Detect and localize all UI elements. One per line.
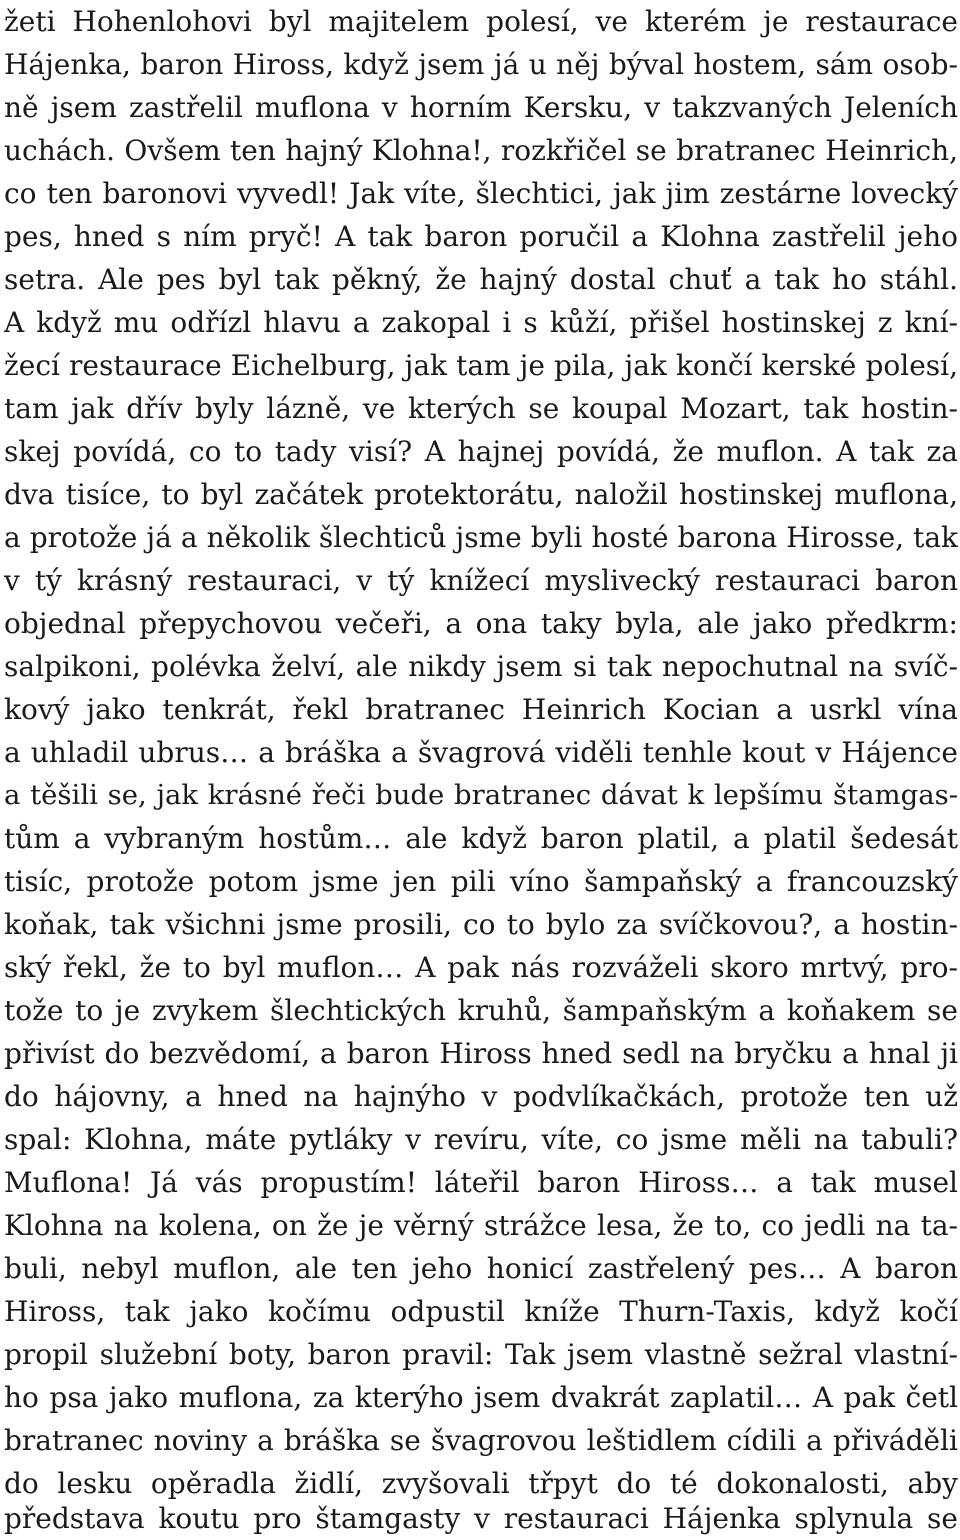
text-line: A když mu odřízl hlavu a zakopal i s kůží, přišel hostinskej z kní-	[4, 306, 958, 339]
text-line: ský řekl, že to byl muflon… A pak nás rozváželi skoro mrtvý, pro-	[4, 951, 958, 984]
text-line: do hájovny, a hned na hajnýho v podvlíkačkách, protože ten už	[4, 1080, 958, 1113]
text-line: co ten baronovi vyvedl! Jak víte, šlechtici, jak jim zestárne lovecký	[4, 177, 958, 210]
text-line: žeti Hohenlohovi byl majitelem polesí, ve kterém je restaurace	[4, 5, 958, 38]
text-line: ho psa jako muflona, za kterýho jsem dvakrát zaplatil… A pak četl	[4, 1381, 958, 1414]
text-line: žecí restaurace Eichelburg, jak tam je pila, jak končí kerské polesí,	[4, 349, 958, 382]
text-line: představa koutu pro štamgasty v restauraci Hájenka splynula se	[4, 1502, 958, 1535]
text-line: a protože já a několik šlechticů jsme byli hosté barona Hirosse, tak	[4, 521, 958, 554]
text-line: tisíc, protože potom jsme jen pili víno šampaňský a francouzský	[4, 865, 958, 898]
text-line: skej povídá, co to tady visí? A hajnej povídá, že muflon. A tak za	[4, 435, 958, 468]
text-line: tam jak dřív byly lázně, ve kterých se koupal Mozart, tak hostin-	[4, 392, 958, 425]
text-line: v tý krásný restauraci, v tý knížecí myslivecký restauraci baron	[4, 564, 958, 597]
text-line: přivíst do bezvědomí, a baron Hiross hned sedl na bryčku a hnal ji	[4, 1037, 958, 1070]
text-line: a těšili se, jak krásné řeči bude bratranec dávat k lepšímu štamgas-	[4, 779, 958, 811]
text-line: uchách. Ovšem ten hajný Klohna!, rozkřičel se bratranec Heinrich,	[4, 134, 958, 167]
text-line: objednal přepychovou večeři, a ona taky byla, ale jako předkrm:	[4, 607, 958, 640]
text-line: dva tisíce, to byl začátek protektorátu, naložil hostinskej muflona,	[4, 478, 958, 511]
text-line: bratranec noviny a bráška se švagrovou leštidlem cídili a přiváděli	[4, 1424, 958, 1457]
text-line: spal: Klohna, máte pytláky v revíru, víte, co jsme měli na tabuli?	[4, 1123, 958, 1156]
text-line: do lesku opěradla židlí, zvyšovali třpyt do té dokonalosti, aby	[4, 1467, 958, 1500]
text-line: Muflona! Já vás propustím! láteřil baron Hiross… a tak musel	[4, 1166, 958, 1199]
text-line: setra. Ale pes byl tak pěkný, že hajný dostal chuť a tak ho stáhl.	[4, 263, 958, 296]
text-line: Klohna na kolena, on že je věrný strážce lesa, že to, co jedli na ta-	[4, 1209, 958, 1242]
text-line: buli, nebyl muflon, ale ten jeho honicí zastřelený pes… A baron	[4, 1252, 958, 1285]
text-line: Hiross, tak jako kočímu odpustil kníže Thurn-Taxis, když kočí	[4, 1295, 958, 1328]
text-line: tože to je zvykem šlechtických kruhů, šampaňským a koňakem se	[4, 994, 958, 1027]
text-line: kový jako tenkrát, řekl bratranec Heinrich Kocian a usrkl vína	[4, 693, 958, 726]
text-line: salpikoni, polévka želví, ale nikdy jsem si tak nepochutnal na svíč-	[4, 650, 958, 683]
text-line: ně jsem zastřelil muflona v horním Kersku, v takzvaných Jeleních	[4, 91, 958, 124]
text-line: a uhladil ubrus… a bráška a švagrová viděli tenhle kout v Hájence	[4, 736, 958, 769]
text-line: propil služební boty, baron pravil: Tak jsem vlastně sežral vlastní-	[4, 1338, 958, 1371]
text-line: tům a vybraným hostům… ale když baron platil, a platil šedesát	[4, 822, 958, 855]
text-line: koňak, tak všichni jsme prosili, co to bylo za svíčkovou?, a hostin-	[4, 908, 958, 941]
text-line: pes, hned s ním pryč! A tak baron poručil a Klohna zastřelil jeho	[4, 220, 958, 253]
text-line: Hájenka, baron Hiross, když jsem já u něj býval hostem, sám osob-	[4, 48, 958, 81]
